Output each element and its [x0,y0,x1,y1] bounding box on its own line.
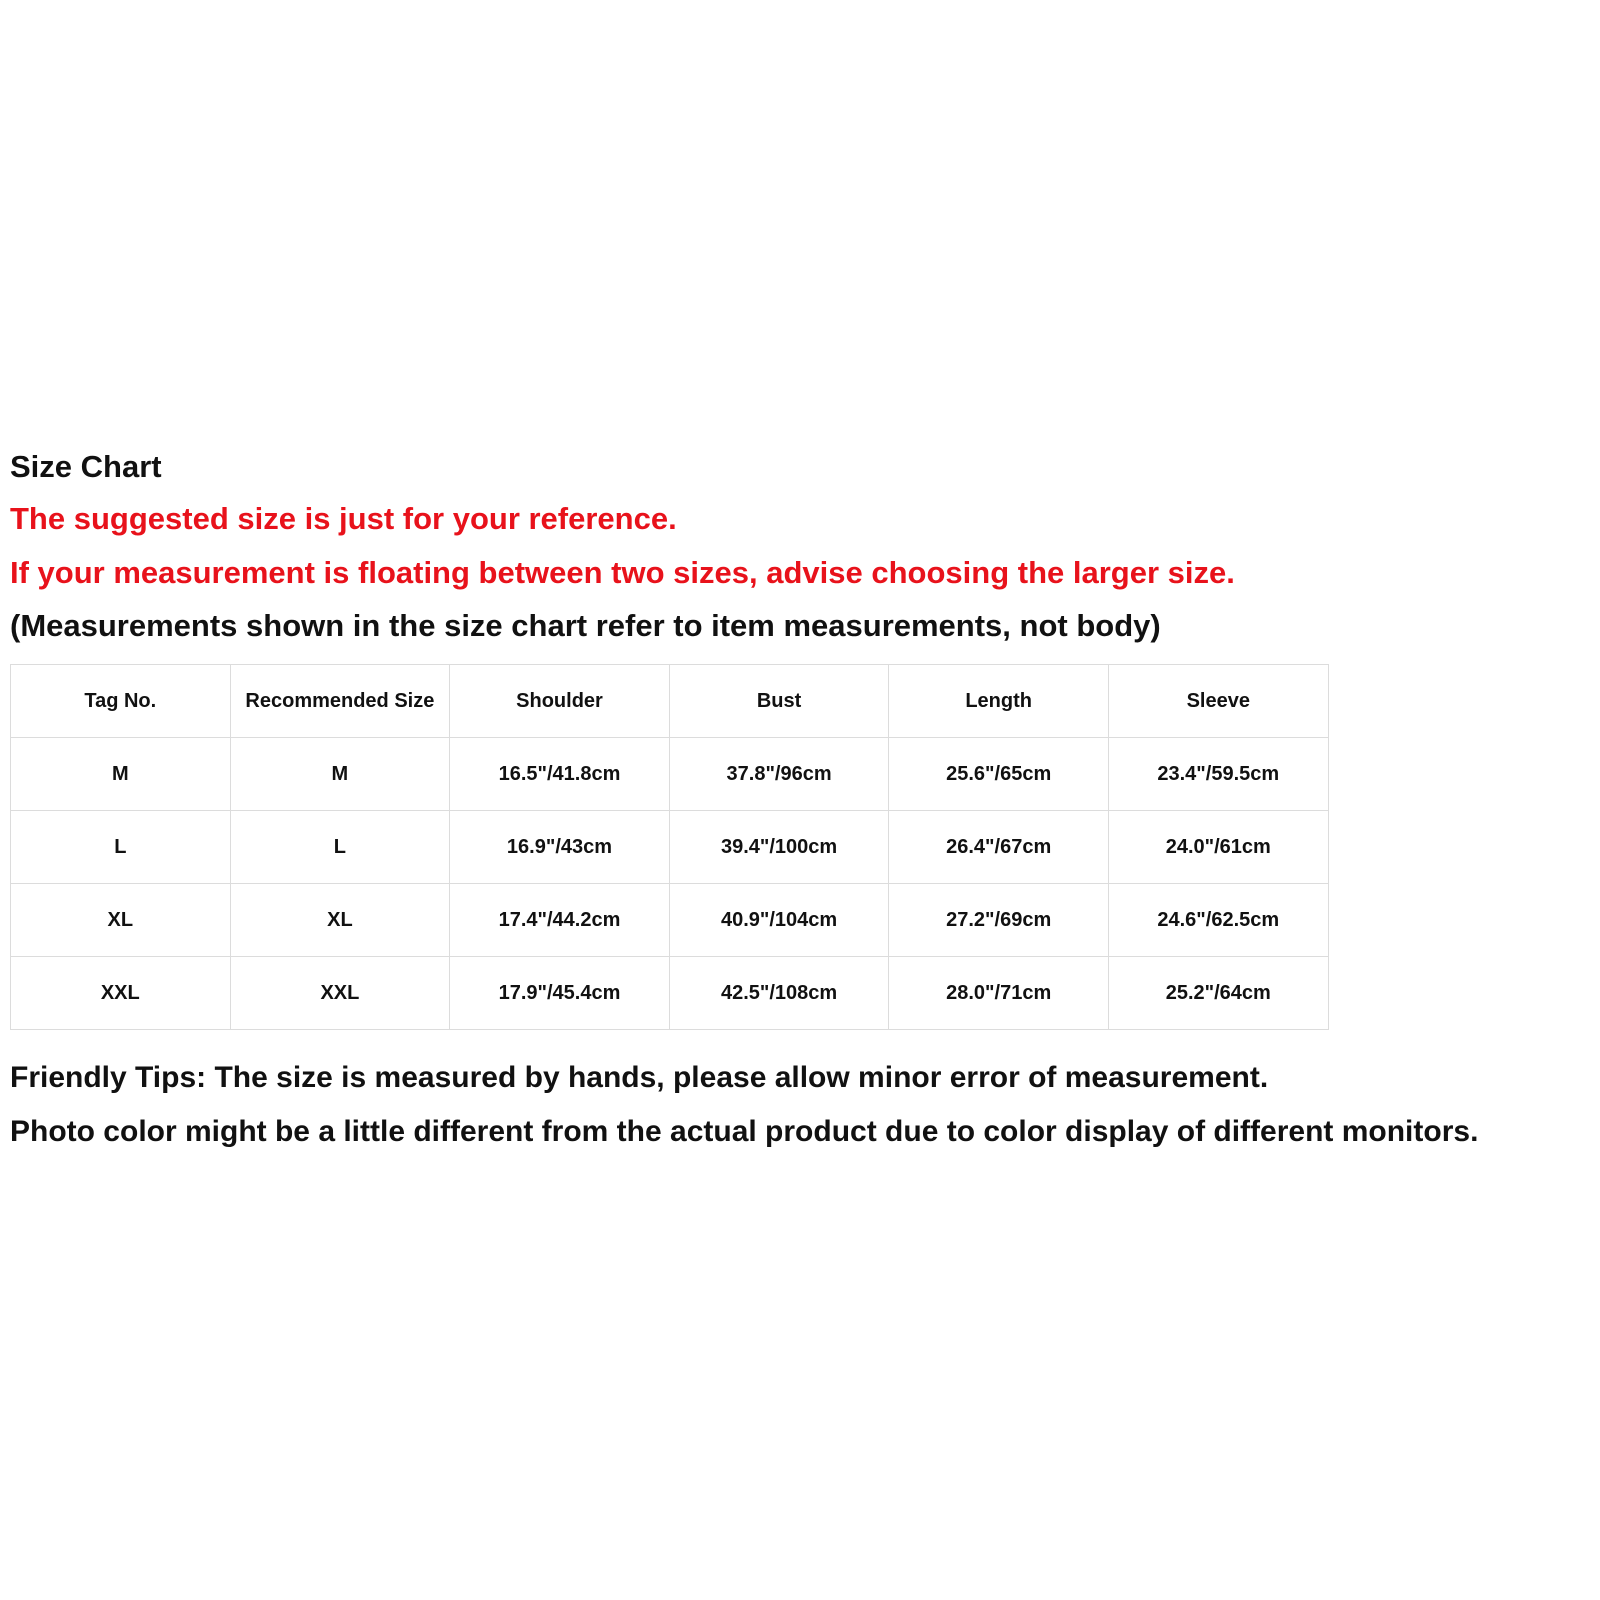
color-disclaimer: Photo color might be a little different from the actual product due to color display of different monitors. [10,1115,1479,1148]
cell-sleeve: 24.6"/62.5cm [1108,884,1328,957]
cell-recommended-size: XXL [230,957,450,1030]
cell-length: 28.0"/71cm [889,957,1109,1030]
table-row [11,738,1329,811]
size-table [10,664,1329,1030]
header-bust: Bust [669,665,889,738]
cell-shoulder: 16.9"/43cm [450,811,670,884]
measurement-note: (Measurements shown in the size chart refer to item measurements, not body) [10,608,1161,643]
reference-note: The suggested size is just for your reference. [10,501,677,536]
cell-bust: 40.9"/104cm [669,884,889,957]
header-length: Length [889,665,1109,738]
header-recommended-size: Recommended Size [230,665,450,738]
cell-bust: 39.4"/100cm [669,811,889,884]
table-header-row [11,665,1329,738]
sizing-advice-note: If your measurement is floating between two sizes, advise choosing the larger size. [10,555,1235,590]
cell-recommended-size: XL [230,884,450,957]
cell-length: 26.4"/67cm [889,811,1109,884]
cell-tag-no: M [11,738,231,811]
cell-tag-no: L [11,811,231,884]
cell-shoulder: 17.9"/45.4cm [450,957,670,1030]
table-row [11,811,1329,884]
friendly-tip: Friendly Tips: The size is measured by hands, please allow minor error of measurement. [10,1061,1269,1094]
cell-length: 27.2"/69cm [889,884,1109,957]
cell-sleeve: 24.0"/61cm [1108,811,1328,884]
cell-tag-no: XXL [11,957,231,1030]
cell-bust: 42.5"/108cm [669,957,889,1030]
header-sleeve: Sleeve [1108,665,1328,738]
cell-tag-no: XL [11,884,231,957]
table-row [11,884,1329,957]
cell-length: 25.6"/65cm [889,738,1109,811]
cell-recommended-size: L [230,811,450,884]
header-tag-no: Tag No. [11,665,231,738]
cell-recommended-size: M [230,738,450,811]
table-row [11,957,1329,1030]
cell-shoulder: 17.4"/44.2cm [450,884,670,957]
cell-bust: 37.8"/96cm [669,738,889,811]
cell-sleeve: 23.4"/59.5cm [1108,738,1328,811]
page-title: Size Chart [10,449,162,484]
cell-sleeve: 25.2"/64cm [1108,957,1328,1030]
header-shoulder: Shoulder [450,665,670,738]
cell-shoulder: 16.5"/41.8cm [450,738,670,811]
